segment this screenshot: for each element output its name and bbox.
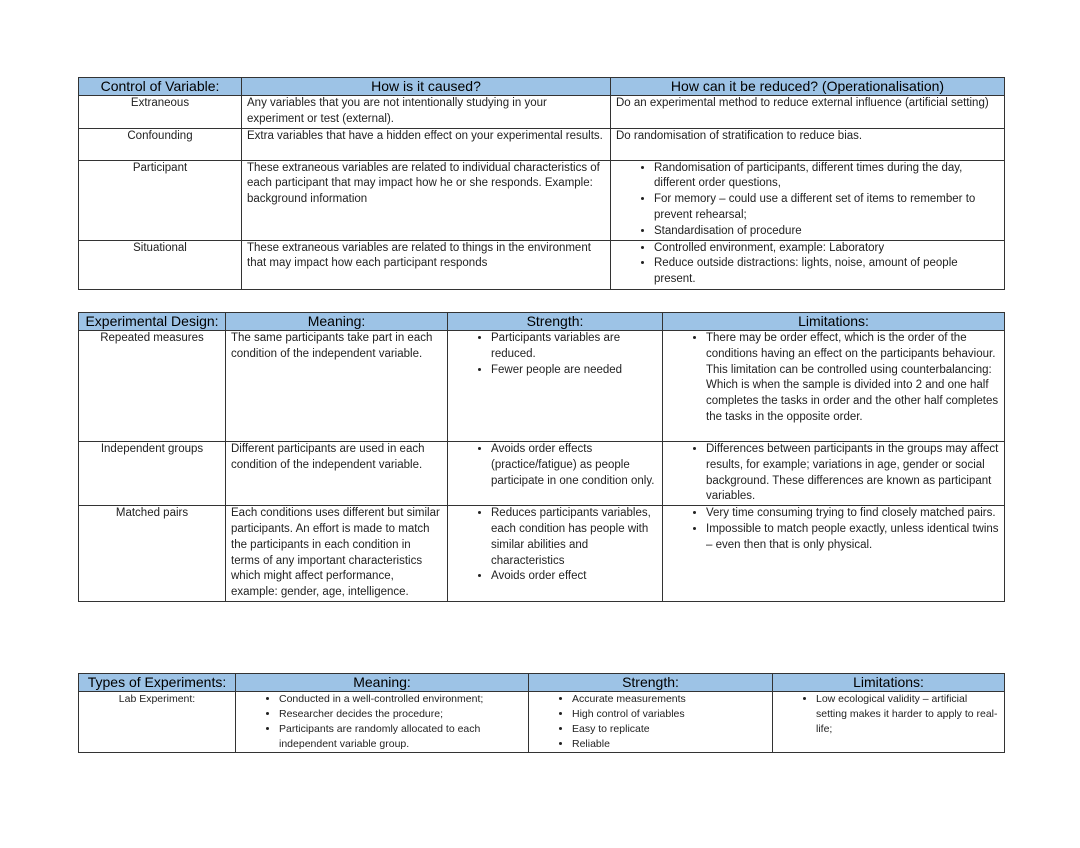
bullet-item: • Participants are randomly allocated to each independent variable group.	[279, 722, 523, 752]
column-header: Strength:	[529, 674, 773, 692]
table-cell	[663, 331, 1005, 442]
table-cell: The same participants take part in each condition of the independent variable.	[226, 331, 448, 442]
bullet-list	[453, 506, 657, 585]
bullet-item: • Conducted in a well-controlled environment;	[279, 692, 523, 707]
bullet-item: • Randomisation of participants, different times during the day, different order questions,	[654, 161, 999, 193]
column-header: Control of Variable:	[79, 78, 242, 96]
table-cell	[529, 692, 773, 753]
bullet-list	[241, 692, 523, 752]
bullet-item: • Reduces participants variables, each condition has people with similar abilities and characteristics	[491, 506, 657, 569]
row-label: Participant	[79, 160, 242, 240]
column-header: How can it be reduced? (Operationalisation)	[611, 78, 1005, 96]
bullet-item: • Reliable	[572, 737, 767, 752]
bullet-item: • High control of variables	[572, 707, 767, 722]
bullet-item: • Fewer people are needed	[491, 363, 657, 379]
bullet-list	[453, 331, 657, 378]
table-cell: These extraneous variables are related to individual characteristics of each participant that may impact how he or she responds. Example: background information	[242, 160, 611, 240]
header-row	[79, 313, 1005, 331]
table-cell: Each conditions uses different but similar participants. An effort is made to match the participants in each condition in terms of any important characteristics which might affect performance, example: gender, age, intelligence.	[226, 506, 448, 602]
table-cell	[448, 331, 663, 442]
table-cell: Do randomisation of stratification to reduce bias.	[611, 128, 1005, 160]
header-row	[79, 78, 1005, 96]
bullet-item: • Accurate measurements	[572, 692, 767, 707]
table-cell	[448, 442, 663, 506]
bullet-list	[616, 241, 999, 288]
column-header: Experimental Design:	[79, 313, 226, 331]
table-cell: Extra variables that have a hidden effect on your experimental results.	[242, 128, 611, 160]
table-row	[79, 331, 1005, 442]
table-row	[79, 692, 1005, 753]
table-cell: These extraneous variables are related to things in the environment that may impact how each participant responds	[242, 240, 611, 289]
bullet-list	[778, 692, 999, 737]
bullet-item: • Researcher decides the procedure;	[279, 707, 523, 722]
table-cell	[611, 240, 1005, 289]
bullet-item: • Reduce outside distractions: lights, noise, amount of people present.	[654, 256, 999, 288]
types-of-experiments-table	[78, 673, 1005, 753]
column-header: Limitations:	[663, 313, 1005, 331]
header-row	[79, 674, 1005, 692]
bullet-item: • Participants variables are reduced.	[491, 331, 657, 363]
table-cell	[611, 160, 1005, 240]
table-row	[79, 240, 1005, 289]
table-cell	[236, 692, 529, 753]
table-cell: Any variables that you are not intentionally studying in your experiment or test (external).	[242, 96, 611, 129]
bullet-list	[668, 331, 999, 426]
table-row	[79, 442, 1005, 506]
column-header: Meaning:	[226, 313, 448, 331]
column-header: Strength:	[448, 313, 663, 331]
bullet-item: • Controlled environment, example: Laboratory	[654, 241, 999, 257]
table-cell: Different participants are used in each condition of the independent variable.	[226, 442, 448, 506]
bullet-item: • Low ecological validity – artificial setting makes it harder to apply to real-life;	[816, 692, 999, 737]
table-cell	[773, 692, 1005, 753]
column-header: Types of Experiments:	[79, 674, 236, 692]
bullet-item: • Differences between participants in the groups may affect results, for example; variations in age, gender or social background. These differences are known as participant variables.	[706, 442, 999, 505]
bullet-list	[668, 506, 999, 553]
row-label: Repeated measures	[79, 331, 226, 442]
row-label: Lab Experiment:	[79, 692, 236, 753]
bullet-item: • Avoids order effect	[491, 569, 657, 585]
bullet-item: • For memory – could use a different set of items to remember to prevent rehearsal;	[654, 192, 999, 224]
column-header: Limitations:	[773, 674, 1005, 692]
bullet-item: • Easy to replicate	[572, 722, 767, 737]
table-row	[79, 128, 1005, 160]
control-of-variable-table	[78, 77, 1005, 290]
bullet-item: • There may be order effect, which is the order of the conditions having an effect on the participants behaviour. This limitation can be controlled using counterbalancing: Which is when the sample is divided into 2 and one half completes the tasks in order and the other half completes the tasks in the opposite order.	[706, 331, 999, 426]
bullet-item: • Standardisation of procedure	[654, 224, 999, 240]
bullet-item: • Very time consuming trying to find closely matched pairs.	[706, 506, 999, 522]
row-label: Matched pairs	[79, 506, 226, 602]
table-row	[79, 160, 1005, 240]
bullet-list	[616, 161, 999, 240]
table-cell: Do an experimental method to reduce external influence (artificial setting)	[611, 96, 1005, 129]
bullet-list	[668, 442, 999, 505]
column-header: Meaning:	[236, 674, 529, 692]
table-cell	[663, 506, 1005, 602]
bullet-list	[453, 442, 657, 489]
row-label: Confounding	[79, 128, 242, 160]
bullet-list	[534, 692, 767, 752]
table-row	[79, 506, 1005, 602]
column-header: How is it caused?	[242, 78, 611, 96]
row-label: Independent groups	[79, 442, 226, 506]
table-cell	[663, 442, 1005, 506]
experimental-design-table	[78, 312, 1005, 602]
bullet-item: • Impossible to match people exactly, unless identical twins – even then that is only physical.	[706, 522, 999, 554]
row-label: Extraneous	[79, 96, 242, 129]
bullet-item: • Avoids order effects (practice/fatigue) as people participate in one condition only.	[491, 442, 657, 489]
row-label: Situational	[79, 240, 242, 289]
table-cell	[448, 506, 663, 602]
table-row	[79, 96, 1005, 129]
